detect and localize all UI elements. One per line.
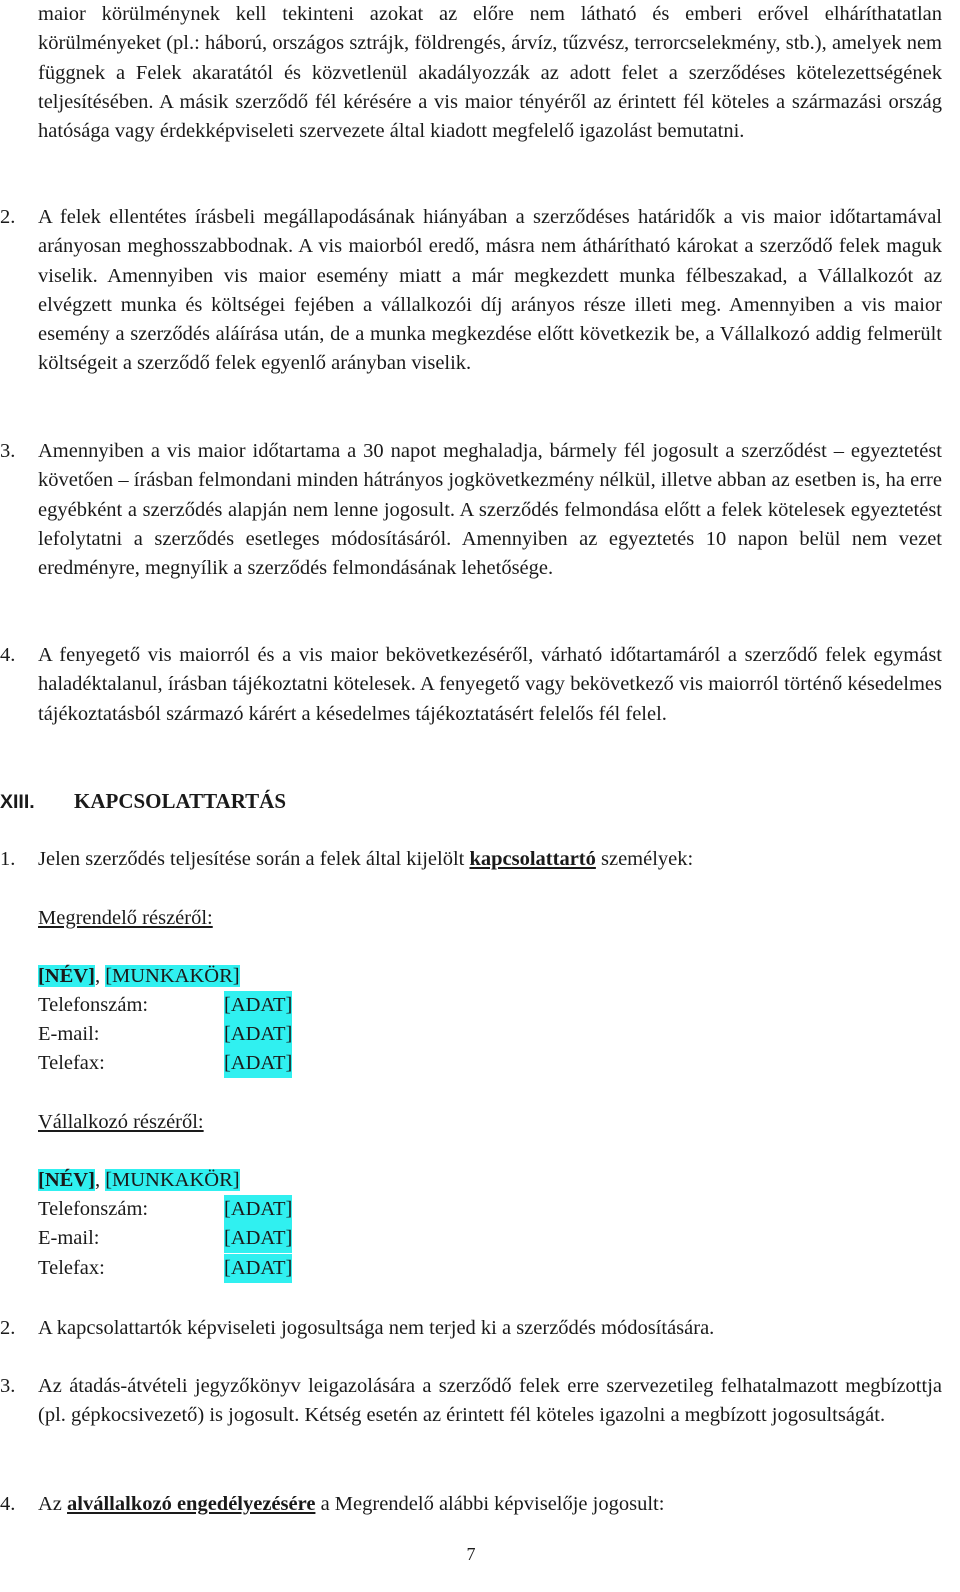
paragraph-number: 4. [0, 644, 16, 666]
section-title: KAPCSOLATTARTÁS [74, 789, 287, 813]
client-name-line [38, 962, 240, 991]
client-email-label: E-mail: [38, 1023, 100, 1045]
section-number: XIII. [0, 791, 35, 813]
paragraph-text [38, 845, 942, 874]
separator: , [94, 965, 106, 987]
paragraph-text: Amennyiben a vis maior időtartama a 30 napot meghaladja, bármely fél jogosult a szerződést – egyeztetést követően – írásban felmondani minden hátrányos jogkövetkezmény nélkül, illetve abban az esetben is, ha erre egyébként a szerződés alapján nem lenne jogosult. A szerződés felmondása előtt a felek kötelesek egyeztetést lefolytatni a szerződés esetleges módosításáról. Amennyiben az egyeztetés 10 napon belül nem vezet eredményre, megnyílik a szerződés felmondásának lehetősége. [38, 440, 942, 580]
paragraph-number: 4. [0, 1493, 16, 1515]
client-name-field: [NÉV] [38, 965, 95, 987]
text-run: személyek: [595, 848, 694, 870]
paragraph-3 [0, 437, 942, 583]
bold-term: alvállalkozó engedélyezésére [67, 1493, 316, 1515]
client-phone-label: Telefonszám: [38, 994, 149, 1016]
contact-paragraph-2 [0, 1314, 942, 1343]
contractor-fax-value: [ADAT] [224, 1254, 292, 1283]
paragraph-text: A fenyegető vis maiorról és a vis maior bekövetkezéséről, várható időtartamáról a szerződő felek egymást haladéktalanul, írásban tájékoztatni kötelesek. A fenyegető vagy bekövetkező vis maiorról történő késedelmes tájékoztatásból származó kárért a késedelmes tájékoztatásért felelős fél felel. [38, 644, 942, 725]
paragraph-4 [0, 641, 942, 729]
client-fax-value: [ADAT] [224, 1049, 292, 1078]
contractor-name-field: [NÉV] [38, 1169, 95, 1191]
contractor-heading: Vállalkozó részéről: [38, 1111, 204, 1133]
paragraph-number: 2. [0, 206, 16, 228]
contractor-phone-label: Telefonszám: [38, 1198, 149, 1220]
paragraph-2 [0, 203, 942, 379]
client-heading: Megrendelő részéről: [38, 907, 213, 929]
contractor-name-line [38, 1166, 240, 1195]
text-run: Az [38, 1493, 68, 1515]
paragraph-number: 3. [0, 1375, 16, 1397]
contact-paragraph-3 [0, 1372, 942, 1431]
client-fax-label: Telefax: [38, 1052, 105, 1074]
paragraph-number: 3. [0, 440, 16, 462]
contact-paragraph-4 [0, 1490, 942, 1519]
contractor-phone-value: [ADAT] [224, 1195, 292, 1224]
text-run: a Megrendelő alábbi képviselője jogosult: [315, 1493, 665, 1515]
client-role-field: [MUNKAKÖR] [105, 965, 240, 987]
bold-term: kapcsolattartó [469, 848, 596, 870]
contractor-role-field: [MUNKAKÖR] [105, 1169, 240, 1191]
page-number: 7 [466, 1544, 476, 1564]
contact-paragraph-1 [0, 845, 942, 874]
client-email-value: [ADAT] [224, 1020, 292, 1049]
section-heading [0, 786, 900, 817]
paragraph-vis-maior-1 [38, 0, 942, 146]
paragraph-text [38, 1490, 942, 1519]
paragraph-number: 1. [0, 848, 16, 870]
paragraph-text: A felek ellentétes írásbeli megállapodásának hiányában a szerződéses határidők a vis maior időtartamával arányosan meghosszabbodnak. A vis maiorból eredő, másra nem áthárítható károkat a szerződő felek maguk viselik. Amennyiben vis maior esemény miatt a már megkezdett munka félbeszakad, a Vállalkozót az elvégzett munka és költségei fejében a vállalkozói díj arányos része illeti meg. Amennyiben a vis maior esemény a szerződés aláírása után, de a munka megkezdése előtt következik be, a Vállalkozó addig felmerült költségeit a szerződő felek egyenlő arányban viselik. [38, 206, 942, 375]
contractor-email-label: E-mail: [38, 1227, 100, 1249]
separator: , [94, 1169, 106, 1191]
paragraph-text: Az átadás-átvételi jegyzőkönyv leigazolására a szerződő felek erre szervezetileg felhatalmazott megbízottja (pl. gépkocsivezető) is jogosult. Kétség esetén az érintett fél köteles igazolni a megbízott jogosultságát. [38, 1375, 942, 1427]
client-phone-value: [ADAT] [224, 991, 292, 1020]
contractor-fax-label: Telefax: [38, 1257, 105, 1279]
paragraph-text: maior körülménynek kell tekinteni azokat az előre nem látható és emberi erővel elháríthatatlan körülményeket (pl.: háború, országos sztrájk, földrengés, árvíz, tűzvész, terrorcselekmény, stb.), amelyek nem függnek a Felek akaratától és közvetlenül akadályozzák az adott felet a szerződéses kötelezettségének teljesítésében. A másik szerződő fél kérésére a vis maior tényéről az érintett fél köteles a származási ország hatósága vagy érdekképviseleti szervezete által kiadott megfelelő igazolást bemutatni. [38, 3, 942, 143]
paragraph-text: A kapcsolattartók képviseleti jogosultsága nem terjed ki a szerződés módosítására. [38, 1317, 715, 1339]
paragraph-number: 2. [0, 1317, 16, 1339]
text-run: Jelen szerződés teljesítése során a felek által kijelölt [38, 848, 470, 870]
contractor-email-value: [ADAT] [224, 1224, 292, 1253]
